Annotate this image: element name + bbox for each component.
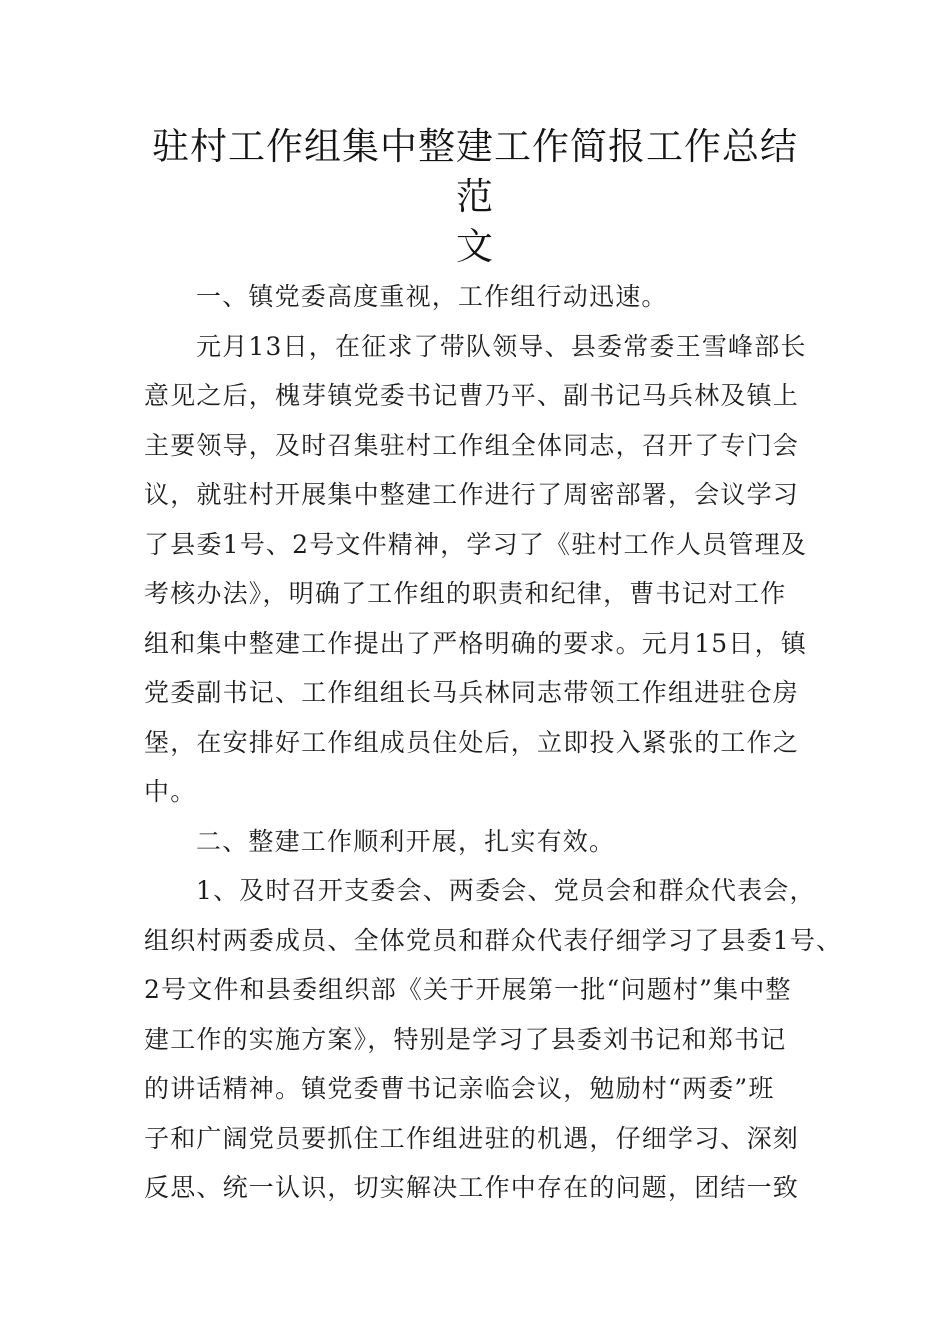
- paragraph-line: 1、及时召开支委会、两委会、党员会和群众代表会，: [196, 876, 816, 905]
- paragraph-line: 2号文件和县委组织部《关于开展第一批“问题村”集中整: [144, 975, 792, 1004]
- paragraph-line: 中。: [144, 777, 197, 806]
- paragraph-line: 意见之后，槐芽镇党委书记曹乃平、副书记马兵林及镇上: [144, 381, 800, 410]
- paragraph-line: 组织村两委成员、全体党员和群众代表仔细学习了县委1号、: [144, 925, 843, 955]
- paragraph-line: 主要领导，及时召集驻村工作组全体同志，召开了专门会: [144, 430, 800, 460]
- paragraph-line: 议，就驻村开展集中整建工作进行了周密部署，会议学习: [144, 480, 800, 509]
- paragraph-line: 反思、统一认识，切实解决工作中存在的问题，团结一致: [144, 1173, 800, 1202]
- paragraph-line: 建工作的实施方案》，特别是学习了县委刘书记和郑书记: [144, 1024, 787, 1054]
- paragraph-line: 了县委1号、2号文件精神，学习了《驻村工作人员管理及: [144, 529, 808, 559]
- paragraph-line: 组和集中整建工作提出了严格明确的要求。元月15日，镇: [144, 628, 808, 658]
- paragraph-line: 元月13日，在征求了带队领导、县委常委王雪峰部长: [196, 331, 807, 361]
- title-line-1: 驻村工作组集中整建工作简报工作总结范: [152, 125, 798, 218]
- paragraph-line: 堡，在安排好工作组成员住处后，立即投入紧张的工作之: [144, 727, 800, 757]
- paragraph-line: 的讲话精神。镇党委曹书记亲临会议，勉励村“两委”班: [144, 1074, 775, 1103]
- paragraph-line: 子和广阔党员要抓住工作组进驻的机遇，仔细学习、深刻: [144, 1123, 800, 1153]
- section-heading-2: 二、整建工作顺利开展，扎实有效。: [196, 826, 616, 856]
- title-line-2: 文: [456, 225, 494, 268]
- section-heading-1: 一、镇党委高度重视，工作组行动迅速。: [196, 282, 668, 311]
- paragraph-line: 党委副书记、工作组组长马兵林同志带领工作组进驻仓房: [144, 678, 800, 707]
- document-title: [140, 122, 810, 272]
- document-body: [144, 272, 843, 1213]
- paragraph-line: 考核办法》，明确了工作组的职责和纪律，曹书记对工作: [144, 579, 787, 608]
